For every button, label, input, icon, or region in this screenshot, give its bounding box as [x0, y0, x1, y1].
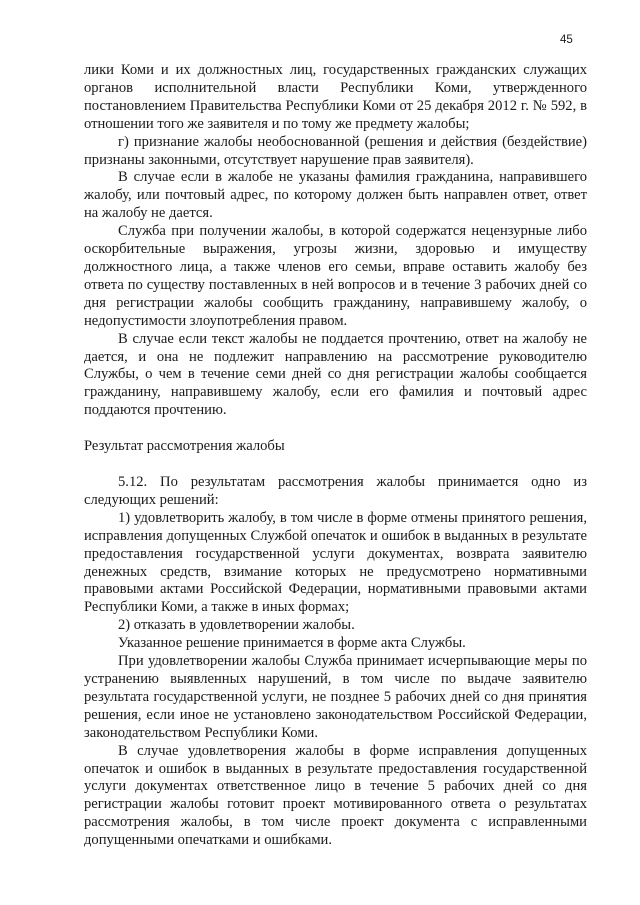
paragraph-item-g: г) признание жалобы необоснованной (решения и действия (бездействие) признаны законными, отсутствует нарушение прав заявителя). [84, 133, 587, 168]
paragraph-decision-2: 2) отказать в удовлетворении жалобы. [118, 617, 355, 634]
paragraph-act-form: Указанное решение принимается в форме акта Службы. [118, 635, 466, 652]
paragraph-offensive-content: Служба при получении жалобы, в которой содержатся нецензурные либо оскорбительные выражения, угрозы жизни, здоровью и имуществу должностного лица, а также членов его семьи, вправе оставить жалобу без ответа по существу поставленных в ней вопросов и в течение 3 рабочих дней со дня регистрации жалобы сообщить гражданину, направившему жалобу, о недопустимости злоупотребления правом. [84, 223, 587, 329]
paragraph-continuation: лики Коми и их должностных лиц, государственных гражданских служащих органов исполнительной власти Республики Коми, утвержденного постановлением Правительства Республики Коми от 25 декабря 2012 г. № 592, в отношении того же заявителя и по тому же предмету жалобы; [84, 62, 587, 132]
document-body [84, 62, 587, 850]
paragraph-5-12: 5.12. По результатам рассмотрения жалобы принимается одно из следующих решений: [84, 474, 587, 508]
paragraph-satisfaction-measures: При удовлетворении жалобы Служба принимает исчерпывающие меры по устранению выявленных нарушений, в том числе по выдаче заявителю результата государственной услуги, не позднее 5 рабочих дней со дня принятия решения, если иное не установлено законодательством Российской Федерации, законодательством Республики Коми. [84, 653, 587, 741]
paragraph-decision-1: 1) удовлетворить жалобу, в том числе в форме отмены принятого решения, исправления допущенных Службой опечаток и ошибок в выданных в результате предоставления государственной услуги документах, возврата заявителю денежных средств, взимание которых не предусмотрено нормативными правовыми актами Российской Федерации, нормативными правовыми актами Республики Коми, а также в иных формах; [84, 509, 587, 616]
paragraph-unreadable-text: В случае если текст жалобы не поддается прочтению, ответ на жалобу не дается, и она не подлежит направлению на рассмотрение руководителю Службы, о чем в течение семи дней со дня регистрации жалобы сообщается гражданину, направившему жалобу, если его фамилия и почтовый адрес поддаются прочтению. [84, 330, 587, 419]
page-number: 45 [560, 34, 573, 46]
paragraph-correction-errors: В случае удовлетворения жалобы в форме исправления допущенных опечаток и ошибок в выданных в результате предоставления государственной услуги документах ответственное лицо в течение 5 рабочих дней со дня регистрации жалобы готовит проект мотивированного ответа о результатах рассмотрения жалобы, в том числе проект документа с исправленными допущенными опечатками и ошибками. [84, 742, 587, 849]
paragraph-no-name-address: В случае если в жалобе не указаны фамилия гражданина, направившего жалобу, или почтовый адрес, по которому должен быть направлен ответ, ответ на жалобу не дается. [84, 169, 587, 222]
section-title: Результат рассмотрения жалобы [84, 438, 285, 455]
